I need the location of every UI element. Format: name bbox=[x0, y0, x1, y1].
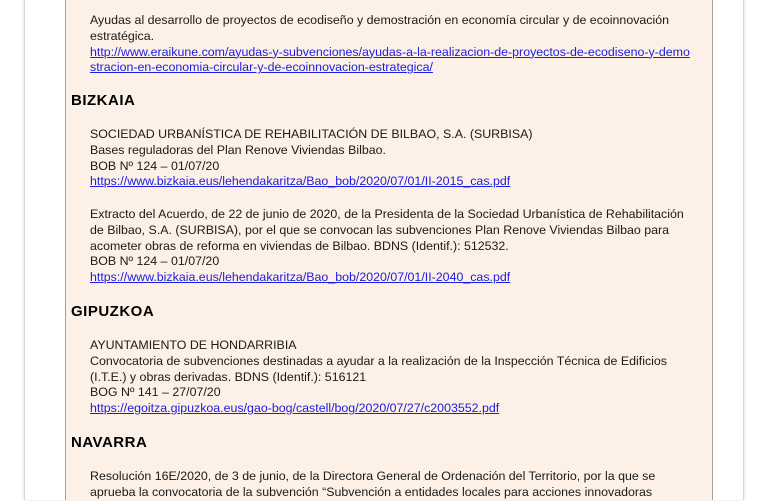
bizkaia-entry-1-bulletin: BOB Nº 124 – 01/07/20 bbox=[90, 158, 220, 173]
bizkaia-entry-2-desc: Extracto del Acuerdo, de 22 de junio de 2020, de la Presidenta de la Sociedad Urbanística de Rehabilitación de Bilbao, S.A. (SURBISA), por el que se convocan las subvenciones Plan Renove Viviendas Bilbao para acometer obras de reforma en viviendas de Bilbao. BDNS (Identif.): 512532. bbox=[90, 207, 684, 253]
navarra-entry-1 bbox=[90, 469, 690, 501]
intro-block bbox=[90, 13, 690, 76]
bizkaia-entry-1 bbox=[90, 127, 690, 190]
bizkaia-entry-1-desc: Bases reguladoras del Plan Renove Viviendas Bilbao. bbox=[90, 142, 386, 157]
gipuzkoa-entry-1-bulletin: BOG Nº 141 – 27/07/20 bbox=[90, 385, 221, 400]
intro-text: Ayudas al desarrollo de proyectos de ecodiseño y demostración en economía circular y de ecoinnovación estratégica. bbox=[90, 13, 670, 43]
gipuzkoa-entry-1-desc: Convocatoria de subvenciones destinadas a ayudar a la realización de la Inspección Técnica de Edificios (I.T.E.) y obras derivadas. BDNS (Identif.): 516121 bbox=[90, 353, 667, 384]
gipuzkoa-entry-1-org: AYUNTAMIENTO DE HONDARRIBIA bbox=[90, 338, 297, 352]
navarra-entry-1-desc: Resolución 16E/2020, de 3 de junio, de la Directora General de Ordenación del Territorio, por la que se aprueba la convocatoria de la subvención “Subvención a entidades locales para acciones innovadoras bbox=[90, 469, 656, 499]
gipuzkoa-entry-1-link[interactable]: https://egoitza.gipuzkoa.eus/gao-bog/castell/bog/2020/07/27/c2003552.pdf bbox=[90, 401, 500, 416]
intro-link[interactable]: http://www.eraikune.com/ayudas-y-subvenciones/ayudas-a-la-realizacion-de-proyectos-de-ecodiseno-y-demostracion-en-economia-circular-y-de-ecoinnovacion-estrategica/ bbox=[90, 44, 690, 75]
heading-navarra: NAVARRA bbox=[71, 434, 148, 451]
bizkaia-entry-2-bulletin: BOB Nº 124 – 01/07/20 bbox=[90, 254, 220, 269]
gipuzkoa-entry-1 bbox=[90, 338, 690, 417]
bizkaia-entry-1-link[interactable]: https://www.bizkaia.eus/lehendakaritza/Bao_bob/2020/07/01/II-2015_cas.pdf bbox=[90, 174, 511, 189]
bizkaia-entry-2-link[interactable]: https://www.bizkaia.eus/lehendakaritza/Bao_bob/2020/07/01/II-2040_cas.pdf bbox=[90, 270, 511, 285]
heading-gipuzkoa: GIPUZKOA bbox=[71, 303, 155, 320]
bizkaia-entry-1-org: SOCIEDAD URBANÍSTICA DE REHABILITACIÓN DE BILBAO, S.A. (SURBISA) bbox=[90, 127, 533, 141]
heading-bizkaia: BIZKAIA bbox=[71, 92, 136, 109]
bizkaia-entry-2 bbox=[90, 207, 690, 286]
